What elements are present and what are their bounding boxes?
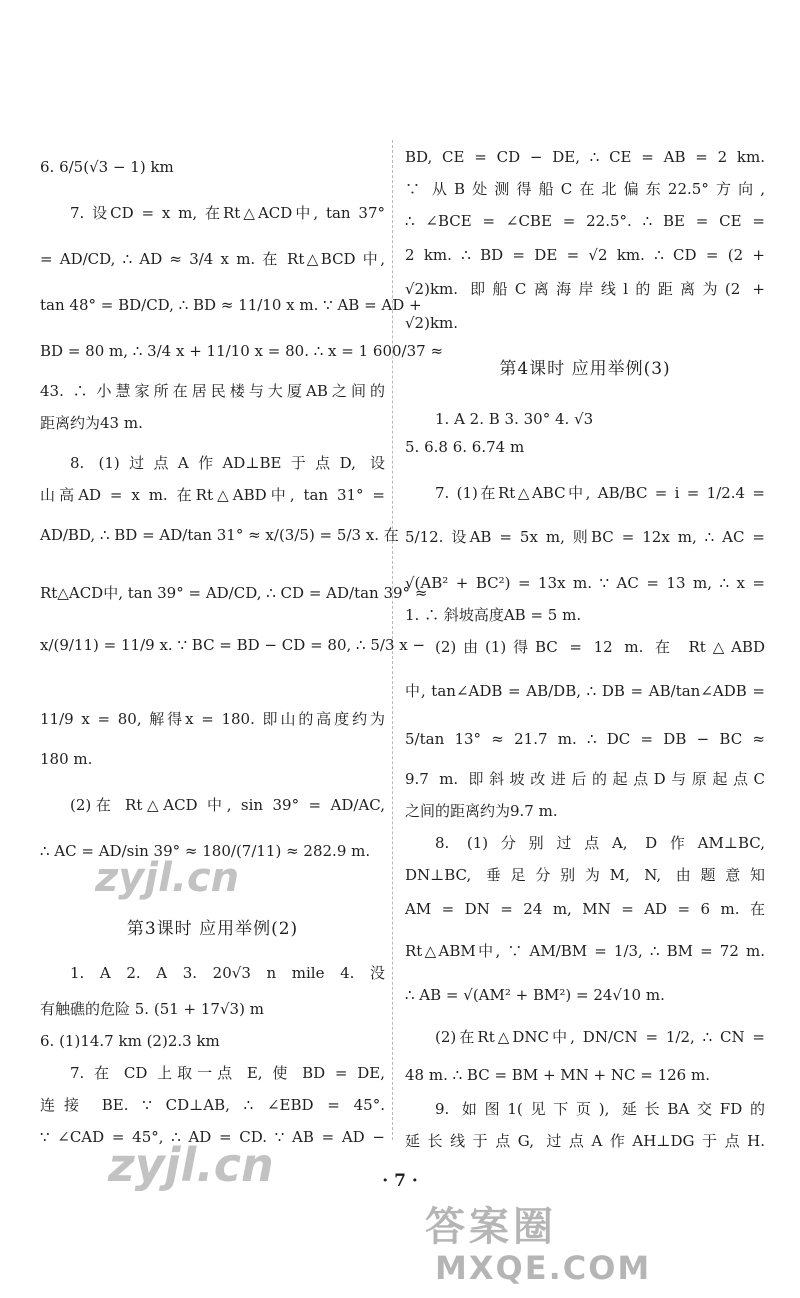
answer-line: Rt△ABM中, ∵ AM/BM = 1/3, ∴ BM = 72 m.	[405, 942, 765, 960]
answer-line: √2)km. 即船C离海岸线l的距离为(2 +	[405, 280, 765, 298]
answer-line: 山高AD = x m. 在Rt△ABD中, tan 31° =	[40, 486, 385, 504]
answer-line: ∵ 从B处测得船C在北偏东22.5°方向,	[405, 180, 765, 198]
answer-line: (2)由(1)得BC = 12 m. 在 Rt△ABD	[435, 638, 765, 656]
answer-line: 9.7 m. 即斜坡改进后的起点D与原起点C	[405, 770, 765, 788]
answer-line: BD, CE = CD − DE, ∴ CE = AB = 2 km.	[405, 148, 765, 166]
answer-line: 9. 如图1(见下页), 延长BA交FD的	[435, 1100, 765, 1118]
answer-line: 8. (1)分别过点A, D作AM⊥BC,	[435, 834, 765, 852]
answer-line: 6. (1)14.7 km (2)2.3 km	[40, 1032, 220, 1050]
watermark: zyjl.cn	[95, 855, 240, 901]
answer-line: 7. (1)在Rt△ABC中, AB/BC = i = 1/2.4 =	[435, 484, 765, 502]
section-heading: 第4课时 应用举例(3)	[499, 359, 671, 379]
answer-line: 48 m. ∴ BC = BM + MN + NC = 126 m.	[405, 1066, 710, 1084]
answer-line: 连接 BE. ∵ CD⊥AB, ∴ ∠EBD = 45°.	[40, 1096, 385, 1114]
answer-line: (2)在Rt△DNC中, DN/CN = 1/2, ∴ CN =	[435, 1028, 765, 1046]
answer-line: 180 m.	[40, 750, 93, 768]
answer-line: 7. 在 CD 上取一点 E, 使 BD = DE,	[70, 1064, 385, 1082]
answer-line: 8. (1)过点A作AD⊥BE于点D, 设	[70, 454, 385, 472]
answer-line: AD/BD, ∴ BD = AD/tan 31° ≈ x/(3/5) = 5/3 x. 在	[40, 526, 399, 544]
answer-line: Rt△ACD中, tan 39° = AD/CD, ∴ CD = AD/tan 39° ≈	[40, 584, 428, 602]
answer-line: √(AB² + BC²) = 13x m. ∵ AC = 13 m, ∴ x =	[405, 574, 765, 592]
answer-line: 5/tan 13° ≈ 21.7 m. ∴ DC = DB − BC ≈	[405, 730, 765, 748]
answer-line: 中, tan∠ADB = AB/DB, ∴ DB = AB/tan∠ADB =	[405, 682, 765, 700]
logo-domain-text: MXQE.COM	[435, 1249, 652, 1287]
answer-line: DN⊥BC, 垂足分别为M, N, 由题意知	[405, 866, 765, 884]
answer-line: ∵ ∠CAD = 45°, ∴ AD = CD. ∵ AB = AD −	[40, 1128, 385, 1146]
watermark: zyjl.cn	[108, 1138, 274, 1192]
answer-line: 2 km. ∴ BD = DE = √2 km. ∴ CD = (2 +	[405, 246, 765, 264]
answer-line: 1. ∴ 斜坡高度AB = 5 m.	[405, 606, 582, 624]
logo-main-text: 答案圈	[425, 1204, 557, 1250]
answer-line: 5/12. 设AB = 5x m, 则BC = 12x m, ∴ AC =	[405, 528, 765, 546]
page-number: · 7 ·	[382, 1171, 418, 1191]
answer-line: ∴ AC = AD/sin 39° ≈ 180/(7/11) ≈ 282.9 m.	[40, 842, 371, 860]
answer-line: (2)在 Rt△ACD 中, sin 39° = AD/AC,	[70, 796, 385, 814]
answer-line: 有触礁的危险 5. (51 + 17√3) m	[40, 1000, 264, 1018]
answer-line: √2)km.	[405, 314, 459, 332]
answer-line: ∴ ∠BCE = ∠CBE = 22.5°. ∴ BE = CE =	[405, 212, 765, 230]
site-logo	[425, 1195, 780, 1295]
answer-line: x/(9/11) = 11/9 x. ∵ BC = BD − CD = 80, ∴ 5/3 x −	[40, 636, 426, 654]
answer-line: 43. ∴ 小慧家所在居民楼与大厦AB之间的	[40, 382, 385, 400]
answer-line: tan 48° = BD/CD, ∴ BD ≈ 11/10 x m. ∵ AB = AD +	[40, 296, 422, 314]
answer-line: 1. A 2. B 3. 30° 4. √3	[435, 410, 594, 428]
answer-line: ∴ AB = √(AM² + BM²) = 24√10 m.	[405, 986, 665, 1004]
answer-line: 6. 6/5(√3 − 1) km	[40, 158, 174, 176]
answer-line: 11/9 x = 80, 解得x = 180. 即山的高度约为	[40, 710, 385, 728]
answer-line: 7. 设CD = x m, 在Rt△ACD中, tan 37°	[70, 204, 385, 222]
answer-line: BD = 80 m, ∴ 3/4 x + 11/10 x = 80. ∴ x = 1 600/37 ≈	[40, 342, 444, 360]
answer-line: 延长线于点G, 过点A作AH⊥DG于点H.	[405, 1132, 765, 1150]
answer-line: = AD/CD, ∴ AD ≈ 3/4 x m. 在 Rt△BCD 中,	[40, 250, 385, 268]
section-heading: 第3课时 应用举例(2)	[126, 919, 299, 939]
answer-line: AM = DN = 24 m, MN = AD = 6 m. 在	[405, 900, 765, 918]
answer-line: 1. A 2. A 3. 20√3 n mile 4. 没	[70, 964, 385, 982]
answer-line: 之间的距离约为9.7 m.	[405, 802, 558, 820]
answer-line: 距离约为43 m.	[40, 414, 143, 432]
answer-line: 5. 6.8 6. 6.74 m	[405, 438, 525, 456]
